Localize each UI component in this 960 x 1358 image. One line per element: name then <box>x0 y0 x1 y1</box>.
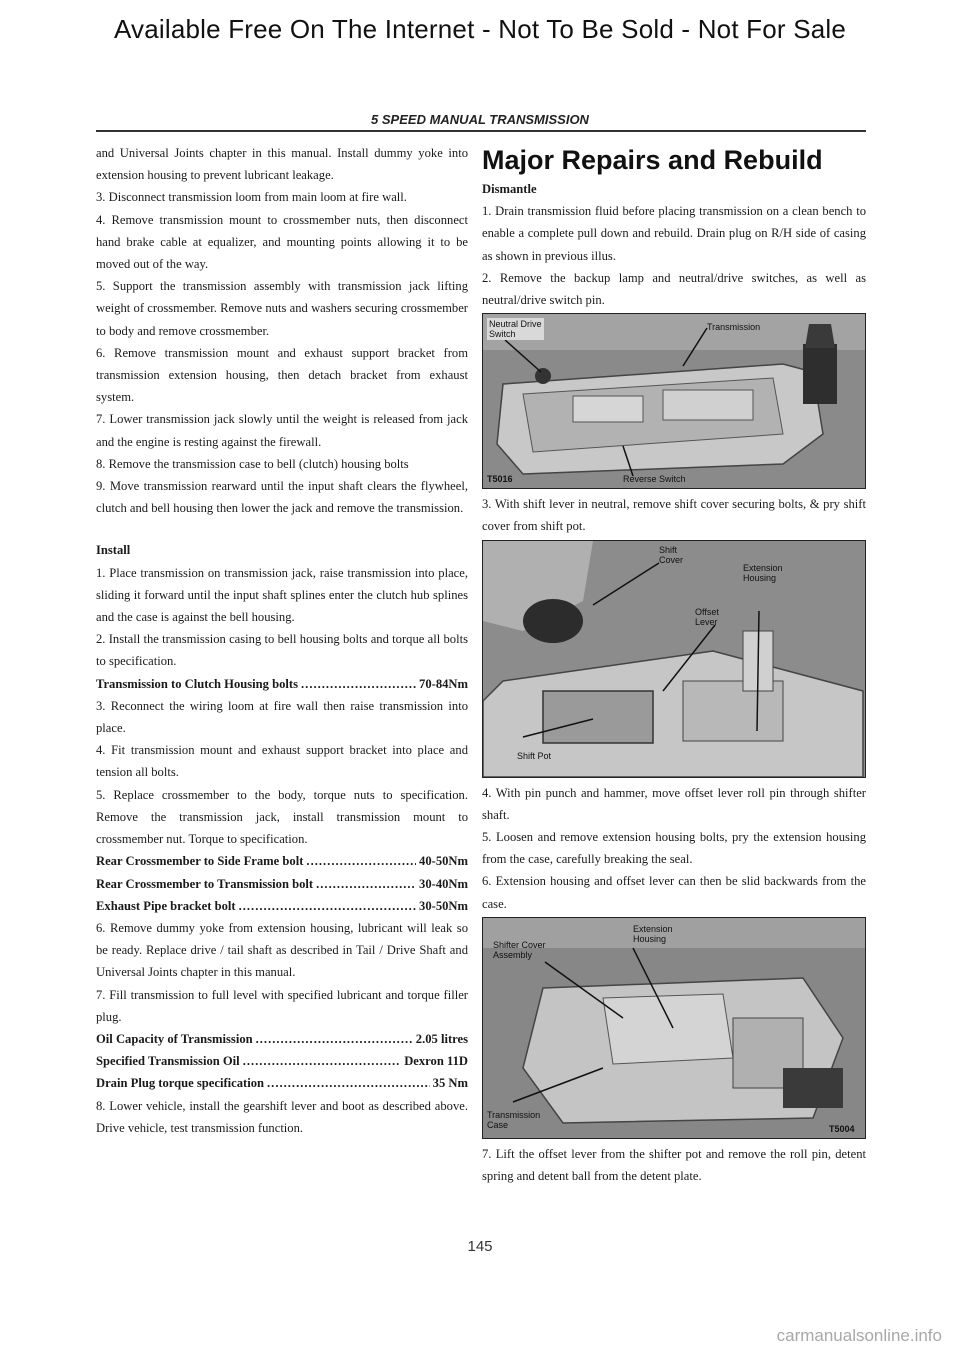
step: 5. Support the transmission assembly with transmission jack lifting weight of crossmember. Remove nuts and washers securing crossmember to body and remove crossmember. <box>96 279 468 338</box>
label-neutral-drive-switch: Neutral Drive Switch <box>489 319 542 340</box>
step: 2. Install the transmission casing to bell housing bolts and torque all bolts to specification. <box>96 632 468 669</box>
label-transmission: Transmission <box>707 322 761 333</box>
transmission-photo <box>483 314 865 488</box>
step: 1. Place transmission on transmission jack, raise transmission into place, sliding it forward until the input shaft splines enter the clutch hub splines and the case is against the bell housing. <box>96 565 468 625</box>
step: 4. With pin punch and hammer, move offset lever roll pin through shifter shaft. <box>482 785 866 822</box>
step: 6. Extension housing and offset lever can then be slid backwards from the case. <box>482 874 866 911</box>
spec-value: 35 Nm <box>432 1076 468 1091</box>
left-column <box>96 142 468 1139</box>
step: 6. Remove transmission mount and exhaust support bracket from transmission extension housing, then detach bracket from exhaust system. <box>96 345 468 405</box>
step: 3. Disconnect transmission loom from main loom at fire wall. <box>96 190 407 205</box>
figure-shift-cover <box>482 540 866 778</box>
torque-spec <box>96 1072 468 1094</box>
page-banner: Available Free On The Internet - Not To Be Sold - Not For Sale <box>113 14 847 44</box>
step: 6. Remove dummy yoke from extension housing, lubricant will leak so be ready. Replace drive / tail shaft as described in Tail / Drive Shaft and Universal Joints chapter in this manual. <box>96 920 468 980</box>
oil-spec <box>96 1050 468 1072</box>
spec-value: 40-50Nm <box>419 854 468 869</box>
spacer <box>96 519 468 539</box>
label-extension-housing: Extension Housing <box>743 562 783 583</box>
leader-dots <box>306 850 416 872</box>
label-transmission-case: Transmission Case <box>487 1109 541 1130</box>
spec-value: 30-40Nm <box>419 876 468 891</box>
leader-dots <box>301 673 416 695</box>
figure-transmission-side <box>482 313 866 489</box>
install-heading: Install <box>96 543 131 558</box>
spec-label: Exhaust Pipe bracket bolt <box>96 898 236 913</box>
page-number: 145 <box>467 1238 493 1255</box>
step: 5. Replace crossmember to the body, torque nuts to specification. Remove the transmission jack, install transmission mount to crossmember nut. Torque to specification. <box>96 787 468 847</box>
major-heading: Major Repairs and Rebuild <box>482 145 823 175</box>
label-offset-lever: Offset Lever <box>695 606 719 627</box>
capacity-spec <box>96 1028 468 1050</box>
label-reverse-switch: Reverse Switch <box>623 474 686 485</box>
leader-dots <box>239 895 416 917</box>
step: 4. Remove transmission mount to crossmember nuts, then disconnect hand brake cable at equalizer, and mounting points allowing it to be moved out of the way. <box>96 212 468 272</box>
leader-dots <box>243 1050 402 1072</box>
spec-value: 70-84Nm <box>419 676 468 691</box>
spec-label: Oil Capacity of Transmission <box>96 1031 253 1046</box>
right-column <box>482 142 866 1187</box>
spec-value: 30-50Nm <box>419 898 468 913</box>
figure-shifter-cover <box>482 917 866 1139</box>
step: 2. Remove the backup lamp and neutral/drive switches, as well as neutral/drive switch pin. <box>482 270 866 308</box>
label-shift-cover: Shift Cover <box>659 544 684 565</box>
step: 4. Fit transmission mount and exhaust support bracket into place and tension all bolts. <box>96 743 468 780</box>
step: 1. Drain transmission fluid before placing transmission on a clean bench to enable a complete pull down and rebuild. Drain plug on R/H side of casing as shown in previous illus. <box>482 204 866 263</box>
spec-label: Rear Crossmember to Side Frame bolt <box>96 854 304 869</box>
step: 3. With shift lever in neutral, remove shift cover securing bolts, & pry shift cover from shift pot. <box>482 497 866 534</box>
torque-spec <box>96 850 468 872</box>
spec-label: Transmission to Clutch Housing bolts <box>96 676 299 691</box>
label-shift-pot: Shift Pot <box>517 750 552 761</box>
shift-cover-photo <box>483 541 865 777</box>
figure-code: T5016 <box>487 474 513 485</box>
section-header: 5 SPEED MANUAL TRANSMISSION <box>371 112 589 127</box>
torque-spec <box>96 895 468 917</box>
step: 7. Fill transmission to full level with specified lubricant and torque filler plug. <box>96 987 468 1024</box>
label-extension-housing: Extension Housing <box>633 923 673 944</box>
label-shifter-cover-assembly: Shifter Cover Assembly <box>493 939 546 960</box>
step: 8. Remove the transmission case to bell (clutch) housing bolts <box>96 456 409 471</box>
step: 8. Lower vehicle, install the gearshift lever and boot as described above. Drive vehicle, test transmission function. <box>96 1098 468 1135</box>
header-rule <box>96 130 866 132</box>
spec-value: 2.05 litres <box>415 1031 468 1046</box>
step: 9. Move transmission rearward until the input shaft clears the flywheel, clutch and bell housing then lower the jack and remove the transmission. <box>96 479 468 516</box>
step: 5. Loosen and remove extension housing bolts, pry the extension housing from the case, carefully breaking the seal. <box>482 830 866 867</box>
spec-label: Specified Transmission Oil <box>96 1054 240 1069</box>
figure-code: T5004 <box>829 1123 855 1134</box>
step: 3. Reconnect the wiring loom at fire wall then raise transmission into place. <box>96 698 468 736</box>
step: 7. Lower transmission jack slowly until the weight is released from jack and the engine is resting against the firewall. <box>96 412 468 449</box>
step: 7. Lift the offset lever from the shifter pot and remove the roll pin, detent spring and detent ball from the detent plate. <box>482 1146 866 1184</box>
dismantle-heading: Dismantle <box>482 182 537 196</box>
watermark: carmanualsonline.info <box>776 1326 942 1345</box>
paragraph: and Universal Joints chapter in this manual. Install dummy yoke into extension housing to prevent lubricant leakage. <box>96 146 468 183</box>
spec-value: Dexron 11D <box>404 1054 468 1069</box>
spec-label: Rear Crossmember to Transmission bolt <box>96 876 314 891</box>
leader-dots <box>267 1072 430 1094</box>
leader-dots <box>316 873 416 895</box>
torque-spec <box>96 873 468 895</box>
leader-dots <box>256 1028 413 1050</box>
torque-spec <box>96 673 468 695</box>
spec-label: Drain Plug torque specification <box>96 1076 265 1091</box>
